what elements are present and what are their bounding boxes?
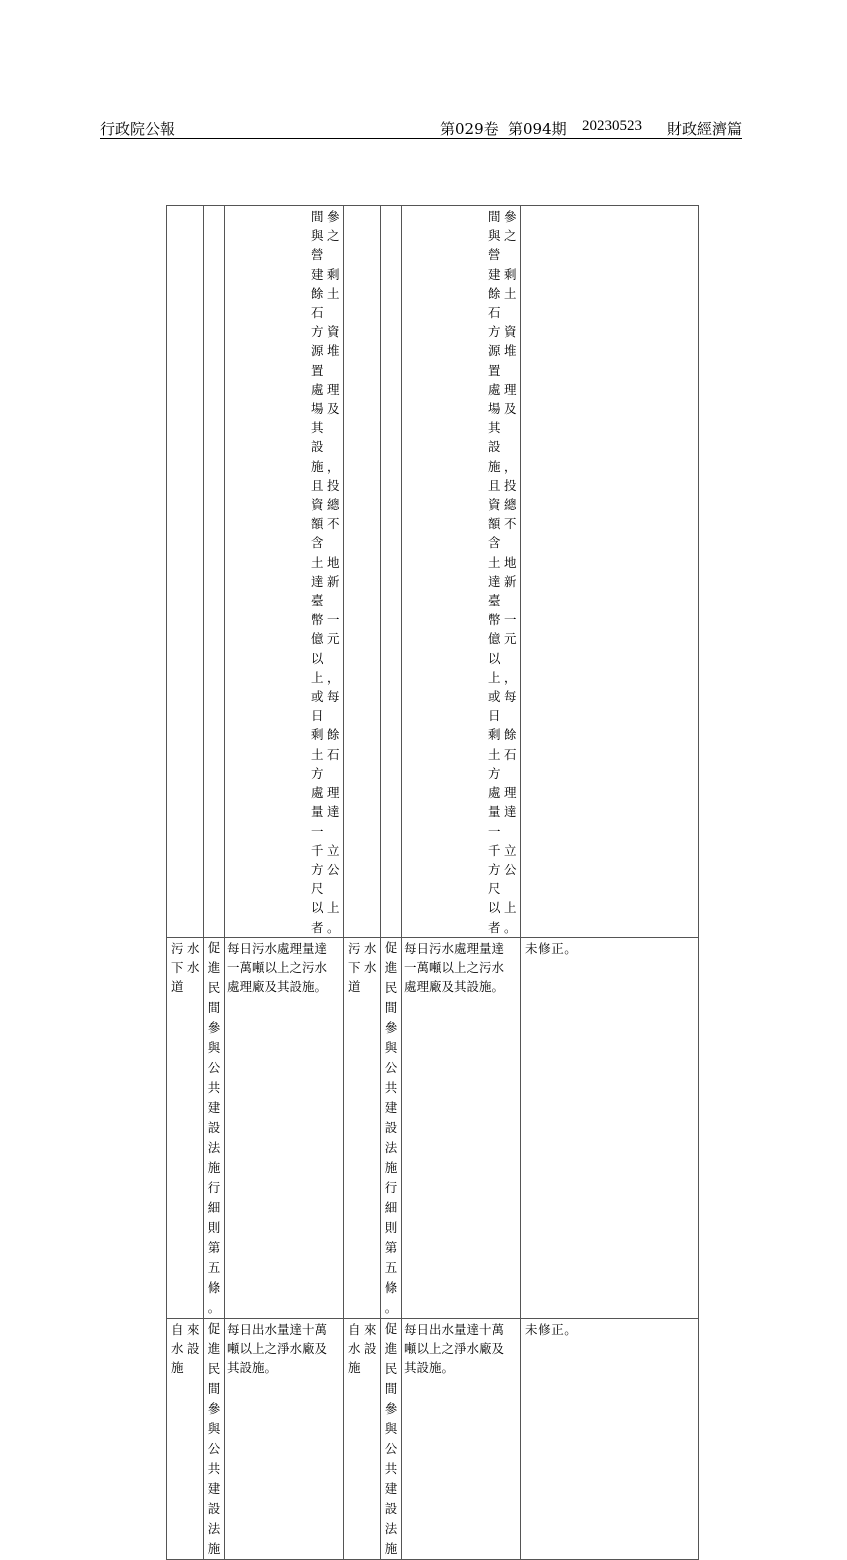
basis-char: 行	[207, 1179, 221, 1195]
basis-char: 參	[207, 1400, 221, 1416]
basis-char: 促	[207, 939, 221, 955]
basis-char: 設	[207, 1119, 221, 1135]
text-line: 建剩餘土石	[488, 266, 521, 321]
basis-char: 五	[207, 1259, 221, 1275]
basis-char: 與	[207, 1420, 221, 1436]
text-line: 幣一億元以	[311, 612, 344, 666]
text-line: 間參與之營	[311, 209, 344, 263]
note-text: 未修正。	[525, 1321, 578, 1337]
basis-char: 共	[207, 1079, 221, 1095]
text-line: 處理廠及其設施。	[227, 979, 328, 995]
basis-char: 進	[384, 1340, 398, 1356]
content-text	[402, 1319, 520, 1378]
issue-number: 第094期	[508, 120, 567, 138]
basis-char: 公	[207, 1059, 221, 1075]
text-line: 上，或每日	[311, 669, 344, 724]
basis-char: 設	[384, 1119, 398, 1135]
text-line: 每日出水量達十萬	[404, 1321, 505, 1337]
content-text	[402, 206, 520, 937]
basis-char: 法	[207, 1520, 221, 1536]
text-line: 水設	[348, 1340, 381, 1356]
category-cell	[344, 206, 381, 938]
text-line: 土地達新臺	[488, 554, 521, 609]
text-line: 處理場及其	[488, 381, 521, 436]
basis-char: 法	[384, 1139, 398, 1155]
text-line: 污水	[171, 940, 204, 956]
basis-char: 設	[384, 1500, 398, 1516]
basis-char: 建	[207, 1099, 221, 1115]
note-cell	[521, 937, 699, 1318]
basis-char: 建	[207, 1480, 221, 1496]
category-cell	[344, 1318, 381, 1559]
comparison-table	[166, 205, 699, 1560]
basis-char: 細	[207, 1199, 221, 1215]
text-line: 幣一億元以	[488, 612, 521, 666]
basis-cell	[381, 1318, 402, 1559]
basis-char: 條	[207, 1279, 221, 1295]
text-line: 處理量達一	[488, 785, 521, 839]
content-cell	[402, 1318, 521, 1559]
category-cell	[344, 937, 381, 1318]
basis-char: 行	[384, 1179, 398, 1195]
basis-char: 公	[207, 1440, 221, 1456]
basis-char: 促	[207, 1320, 221, 1336]
basis-cell	[204, 206, 225, 938]
basis-text	[204, 1319, 224, 1559]
text-line: 下水	[171, 959, 204, 975]
basis-char: 共	[384, 1079, 398, 1095]
basis-char: 進	[384, 959, 398, 975]
basis-char: 間	[207, 999, 221, 1015]
text-line: 其設施。	[404, 1360, 455, 1376]
content-text	[225, 206, 343, 937]
basis-char: 第	[384, 1239, 398, 1255]
text-line: 每日污水處理量達	[227, 940, 328, 956]
note-cell	[521, 206, 699, 938]
basis-char: 設	[207, 1500, 221, 1516]
category-cell	[167, 206, 204, 938]
basis-char: 建	[384, 1099, 398, 1115]
text-line: 每日污水處理量達	[404, 940, 505, 956]
text-line: 水設	[171, 1340, 204, 1356]
text-line: 間參與之營	[488, 209, 521, 263]
category-text	[167, 1319, 203, 1378]
table-row	[167, 206, 699, 938]
basis-cell	[204, 1318, 225, 1559]
text-line: 千立方公尺	[488, 842, 521, 897]
note-cell	[521, 1318, 699, 1559]
basis-char: 第	[207, 1239, 221, 1255]
page-header	[100, 118, 742, 139]
text-line: 資總額不含	[488, 497, 521, 551]
basis-char: 細	[384, 1199, 398, 1215]
category-cell	[167, 1318, 204, 1559]
basis-char: 則	[384, 1219, 398, 1235]
basis-char: 間	[384, 999, 398, 1015]
text-line: 上，或每日	[488, 669, 521, 724]
text-line: 處理量達一	[311, 785, 344, 839]
text-line: 方資源堆置	[488, 324, 521, 378]
text-line: 施	[171, 1360, 188, 1376]
text-line: 一萬噸以上之污水	[404, 959, 505, 975]
category-text	[167, 938, 203, 997]
content-cell	[225, 1318, 344, 1559]
content-cell	[402, 937, 521, 1318]
text-line: 建剩餘土石	[311, 266, 344, 321]
category-cell	[167, 937, 204, 1318]
basis-char: 參	[207, 1019, 221, 1035]
text-line: 千立方公尺	[311, 842, 344, 897]
basis-char: 進	[207, 959, 221, 975]
content-text	[402, 938, 520, 997]
section-name: 財政經濟篇	[666, 120, 742, 138]
text-line: 土地達新臺	[311, 554, 344, 609]
table-row	[167, 937, 699, 1318]
basis-text	[381, 938, 401, 1318]
basis-text	[381, 1319, 401, 1559]
basis-char: 施	[207, 1159, 221, 1175]
content-cell	[225, 937, 344, 1318]
basis-cell	[381, 937, 402, 1318]
basis-char: 公	[384, 1059, 398, 1075]
basis-char: 參	[384, 1019, 398, 1035]
text-line: 處理廠及其設施。	[404, 979, 505, 995]
basis-char: 施	[384, 1540, 398, 1556]
basis-char: 施	[384, 1159, 398, 1175]
text-line: 以上者。	[311, 900, 344, 935]
text-line: 污水	[348, 940, 381, 956]
text-line: 資總額不含	[311, 497, 344, 551]
basis-char: 法	[384, 1520, 398, 1536]
text-line: 剩餘土石方	[488, 727, 521, 781]
text-line: 以上者。	[488, 900, 521, 935]
basis-char: 民	[207, 979, 221, 995]
text-line: 噸以上之淨水廠及	[227, 1340, 328, 1356]
basis-char: 建	[384, 1480, 398, 1496]
table-row	[167, 1318, 699, 1559]
basis-char: 共	[207, 1460, 221, 1476]
basis-char: 條	[384, 1279, 398, 1295]
text-line: 道	[348, 979, 365, 995]
text-line: 設施，且投	[488, 439, 521, 493]
basis-char: 。	[384, 1299, 398, 1315]
text-line: 方資源堆置	[311, 324, 344, 378]
text-line: 剩餘土石方	[311, 727, 344, 781]
publication-date: 20230523	[582, 118, 642, 134]
text-line: 設施，且投	[311, 439, 344, 493]
text-line: 自來	[171, 1321, 204, 1337]
content-text	[225, 1319, 343, 1378]
basis-char: 。	[207, 1299, 221, 1315]
category-text	[344, 1319, 380, 1378]
text-line: 噸以上之淨水廠及	[404, 1340, 505, 1356]
volume-number: 第029卷	[440, 120, 499, 138]
basis-char: 進	[207, 1340, 221, 1356]
text-line: 每日出水量達十萬	[227, 1321, 328, 1337]
text-line: 自來	[348, 1321, 381, 1337]
text-line: 其設施。	[227, 1360, 278, 1376]
basis-char: 間	[384, 1380, 398, 1396]
basis-char: 施	[207, 1540, 221, 1556]
content-text	[225, 938, 343, 997]
basis-char: 間	[207, 1380, 221, 1396]
basis-char: 五	[384, 1259, 398, 1275]
category-text	[344, 938, 380, 997]
text-line: 處理場及其	[311, 381, 344, 436]
basis-char: 參	[384, 1400, 398, 1416]
content-cell	[225, 206, 344, 938]
basis-char: 則	[207, 1219, 221, 1235]
basis-text	[204, 938, 224, 1318]
note-text: 未修正。	[525, 940, 578, 956]
basis-char: 與	[384, 1039, 398, 1055]
basis-char: 共	[384, 1460, 398, 1476]
basis-cell	[204, 937, 225, 1318]
basis-cell	[381, 206, 402, 938]
text-line: 下水	[348, 959, 381, 975]
basis-char: 民	[384, 1360, 398, 1376]
publication-name: 行政院公報	[100, 120, 176, 138]
basis-char: 法	[207, 1139, 221, 1155]
text-line: 一萬噸以上之污水	[227, 959, 328, 975]
content-cell	[402, 206, 521, 938]
basis-char: 民	[207, 1360, 221, 1376]
basis-char: 公	[384, 1440, 398, 1456]
basis-char: 與	[207, 1039, 221, 1055]
basis-char: 民	[384, 979, 398, 995]
basis-char: 促	[384, 939, 398, 955]
basis-char: 與	[384, 1420, 398, 1436]
text-line: 道	[171, 979, 188, 995]
text-line: 施	[348, 1360, 365, 1376]
basis-char: 促	[384, 1320, 398, 1336]
